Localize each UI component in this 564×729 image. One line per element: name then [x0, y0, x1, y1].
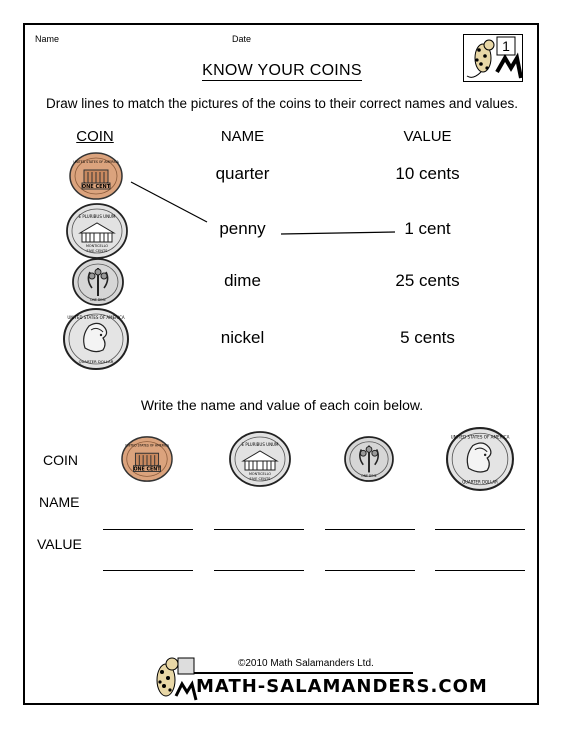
match-line-name-to-value [281, 232, 395, 234]
value-answer-line-3[interactable] [325, 570, 415, 571]
footer-rule [193, 672, 413, 674]
value-answer-line-1[interactable] [103, 570, 193, 571]
svg-text:MONTICELLO: MONTICELLO [85, 244, 109, 248]
name-answer-line-3[interactable] [325, 529, 415, 530]
svg-text:MONTICELLO: MONTICELLO [248, 472, 272, 476]
svg-text:UNITED STATES OF AMERICA: UNITED STATES OF AMERICA [450, 434, 510, 440]
column-header-value: VALUE [403, 128, 452, 145]
name-answer-line-4[interactable] [435, 529, 525, 530]
name-answer-line-1[interactable] [103, 529, 193, 530]
column-header-name: NAME [220, 128, 265, 145]
row-label-value: VALUE [37, 536, 82, 552]
quarter-coin-icon [446, 426, 514, 492]
instructions: Draw lines to match the pictures of the coins to their correct names and values. [46, 96, 518, 111]
nickel-coin-icon [229, 430, 291, 488]
value-answer-line-4[interactable] [435, 570, 525, 571]
salamander-mascot-icon [150, 654, 198, 702]
svg-text:QUARTER DOLLAR: QUARTER DOLLAR [462, 479, 498, 485]
svg-text:FIVE CENTS: FIVE CENTS [86, 249, 108, 253]
svg-text:FIVE CENTS: FIVE CENTS [249, 477, 271, 481]
svg-text:ONE DIME: ONE DIME [89, 298, 107, 302]
name-label: Name [35, 34, 60, 44]
svg-text:UNITED STATES OF AMERICA: UNITED STATES OF AMERICA [124, 443, 170, 448]
copyright-text: ©2010 Math Salamanders Ltd. [238, 658, 374, 669]
name-option-3: dime [224, 271, 261, 290]
svg-text:UNITED STATES OF AMERICA: UNITED STATES OF AMERICA [67, 315, 125, 320]
value-option-3: 25 cents [395, 271, 460, 290]
match-line-coin-to-name [131, 182, 207, 222]
name-option-4: nickel [220, 328, 265, 347]
svg-text:ONE DIME: ONE DIME [361, 474, 377, 479]
value-option-1: 10 cents [395, 164, 460, 183]
svg-text:ONE CENT: ONE CENT [81, 184, 111, 190]
row-label-name: NAME [39, 494, 80, 510]
name-option-2: penny [219, 219, 266, 238]
value-option-4: 5 cents [400, 328, 455, 347]
name-option-1: quarter [215, 164, 270, 183]
column-header-coin: COIN [76, 128, 114, 145]
svg-text:UNITED STATES OF AMERICA: UNITED STATES OF AMERICA [73, 160, 119, 164]
svg-text:E PLURIBUS UNUM: E PLURIBUS UNUM [241, 442, 279, 447]
section2-instructions: Write the name and value of each coin below. [140, 397, 424, 413]
grade-badge: 1 [502, 38, 510, 54]
website-url[interactable]: MATH-SALAMANDERS.COM [196, 676, 488, 697]
penny-coin-icon [121, 434, 173, 484]
date-label: Date [232, 34, 252, 44]
svg-text:QUARTER DOLLAR: QUARTER DOLLAR [78, 359, 114, 364]
name-answer-line-2[interactable] [214, 529, 304, 530]
svg-text:ONE CENT: ONE CENT [133, 467, 161, 473]
svg-text:E PLURIBUS UNUM: E PLURIBUS UNUM [78, 214, 116, 219]
value-option-2: 1 cent [404, 219, 451, 238]
row-label-coin: COIN [43, 452, 78, 468]
dime-coin-icon [344, 436, 394, 482]
value-answer-line-2[interactable] [214, 570, 304, 571]
page-title: KNOW YOUR COINS [202, 62, 362, 79]
